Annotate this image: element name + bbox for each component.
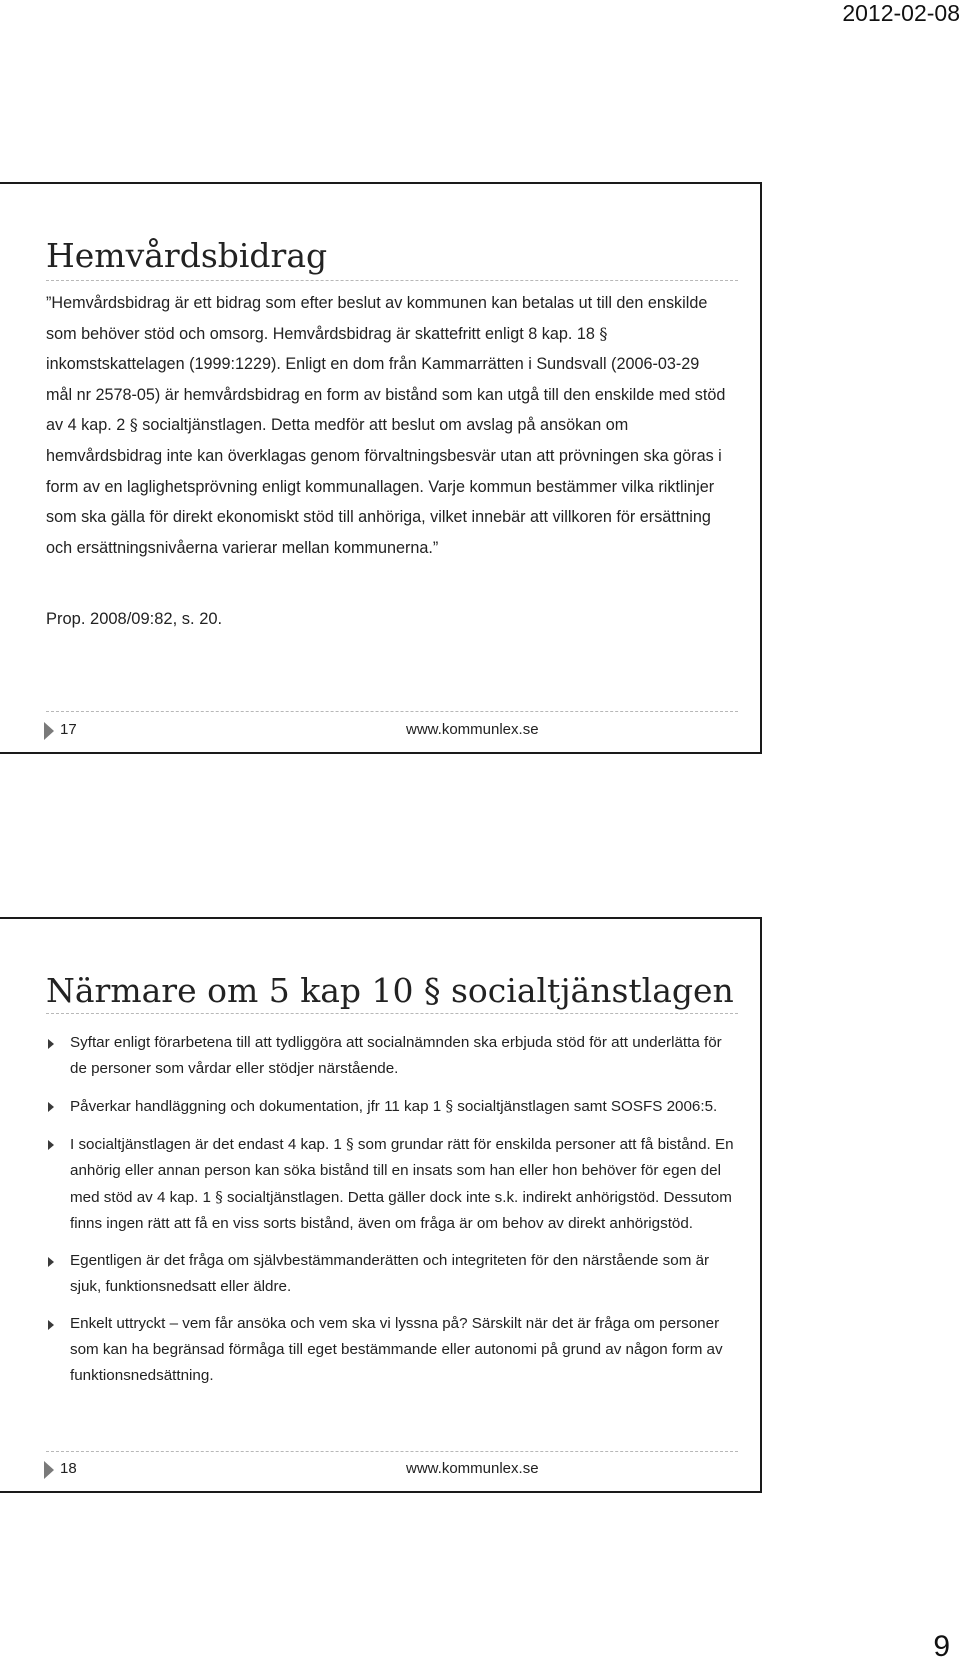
- triangle-bullet-icon: [48, 1257, 54, 1267]
- section-sign: §: [424, 971, 441, 1010]
- triangle-bullet-icon: [48, 1039, 54, 1049]
- page-number: 9: [933, 1630, 950, 1663]
- list-item: I socialtjänstlagen är det endast 4 kap. 1 § som grundar rätt för enskilda personer att få bistånd. En anhörig eller annan person kan söka bistånd till en insats som han eller hon behöver för egen del med stöd av 4 kap. 1 § socialtjänstlagen. Detta gäller dock inte s.k. indirekt anhörigstöd. Dessutom finns ingen rätt att få en viss sorts bistånd, även om fråga är om behov av direkt anhörigstöd.: [46, 1131, 736, 1237]
- section-sign: §: [599, 323, 608, 343]
- triangle-bullet-icon: [48, 1140, 54, 1150]
- triangle-bullet-icon: [48, 1320, 54, 1330]
- section-sign: §: [346, 1135, 354, 1153]
- list-item: Enkelt uttryckt – vem får ansöka och vem ska vi lyssna på? Särskilt när det är fråga om personer som kan ha begränsad förmåga till eget bestämmande eller autonomi på grund av någon form av funktionsnedsättning.: [46, 1311, 736, 1389]
- title-divider: [46, 1013, 738, 1014]
- section-sign: §: [445, 1097, 454, 1115]
- section-sign: §: [215, 1188, 223, 1206]
- list-item: Egentligen är det fråga om självbestämmanderätten och integriteten för den närstående som är sjuk, funktionsnedsatt eller äldre.: [46, 1248, 736, 1300]
- slide-title: Närmare om 5 kap 10 § socialtjänstlagen: [46, 971, 734, 1010]
- list-item: Påverkar handläggning och dokumentation, jfr 11 kap 1 § socialtjänstlagen samt SOSFS 2006:5.: [46, 1093, 736, 1120]
- triangle-bullet-icon: [48, 1102, 54, 1112]
- footer-arrow-icon: [44, 1461, 54, 1479]
- bullet-list: [46, 1030, 736, 1389]
- quote-reference: Prop. 2008/09:82, s. 20.: [46, 610, 223, 628]
- footer-divider: [46, 1451, 738, 1452]
- slide-hemvardsbidrag: [0, 182, 762, 754]
- list-item: Syftar enligt förarbetena till att tydliggöra att socialnämnden ska erbjuda stöd för att underlätta för de personer som vårdar eller stödjer närstående.: [46, 1030, 736, 1082]
- slide-title: Hemvårdsbidrag: [46, 236, 328, 275]
- footer-arrow-icon: [44, 722, 54, 740]
- footer-divider: [46, 711, 738, 712]
- slide-number: 17: [60, 721, 77, 738]
- section-sign: §: [129, 415, 138, 435]
- footer-website: www.kommunlex.se: [406, 1460, 539, 1477]
- title-divider: [46, 280, 738, 281]
- slide-narmare-om-5-kap: [0, 917, 762, 1493]
- footer-website: www.kommunlex.se: [406, 721, 539, 738]
- header-date: 2012-02-08: [842, 0, 960, 26]
- slide-number: 18: [60, 1460, 77, 1477]
- quote-text: ”Hemvårdsbidrag är ett bidrag som efter beslut av kommunen kan betalas ut till den enskilde som behöver stöd och omsorg. Hemvårdsbidrag är skattefritt enligt 8 kap. 18 § inkomstskattelagen (1999:1229). Enligt en dom från Kammarrätten i Sundsvall (2006-03-29 mål nr 2578-05) är hemvårdsbidrag en form av bistånd som kan utgå till den enskilde med stöd av 4 kap. 2 § socialtjänstlagen. Detta medför att beslut om avslag på ansökan om hemvårdsbidrag inte kan överklagas genom förvaltningsbesvär utan att prövningen ska göras i form av en laglighetsprövning enligt kommunallagen. Varje kommun bestämmer vilka riktlinjer som ska gälla för direkt ekonomiskt stöd till anhöriga, vilket innebär att villkoren för ersättning och ersättningsnivåerna varierar mellan kommunerna.”: [46, 294, 726, 557]
